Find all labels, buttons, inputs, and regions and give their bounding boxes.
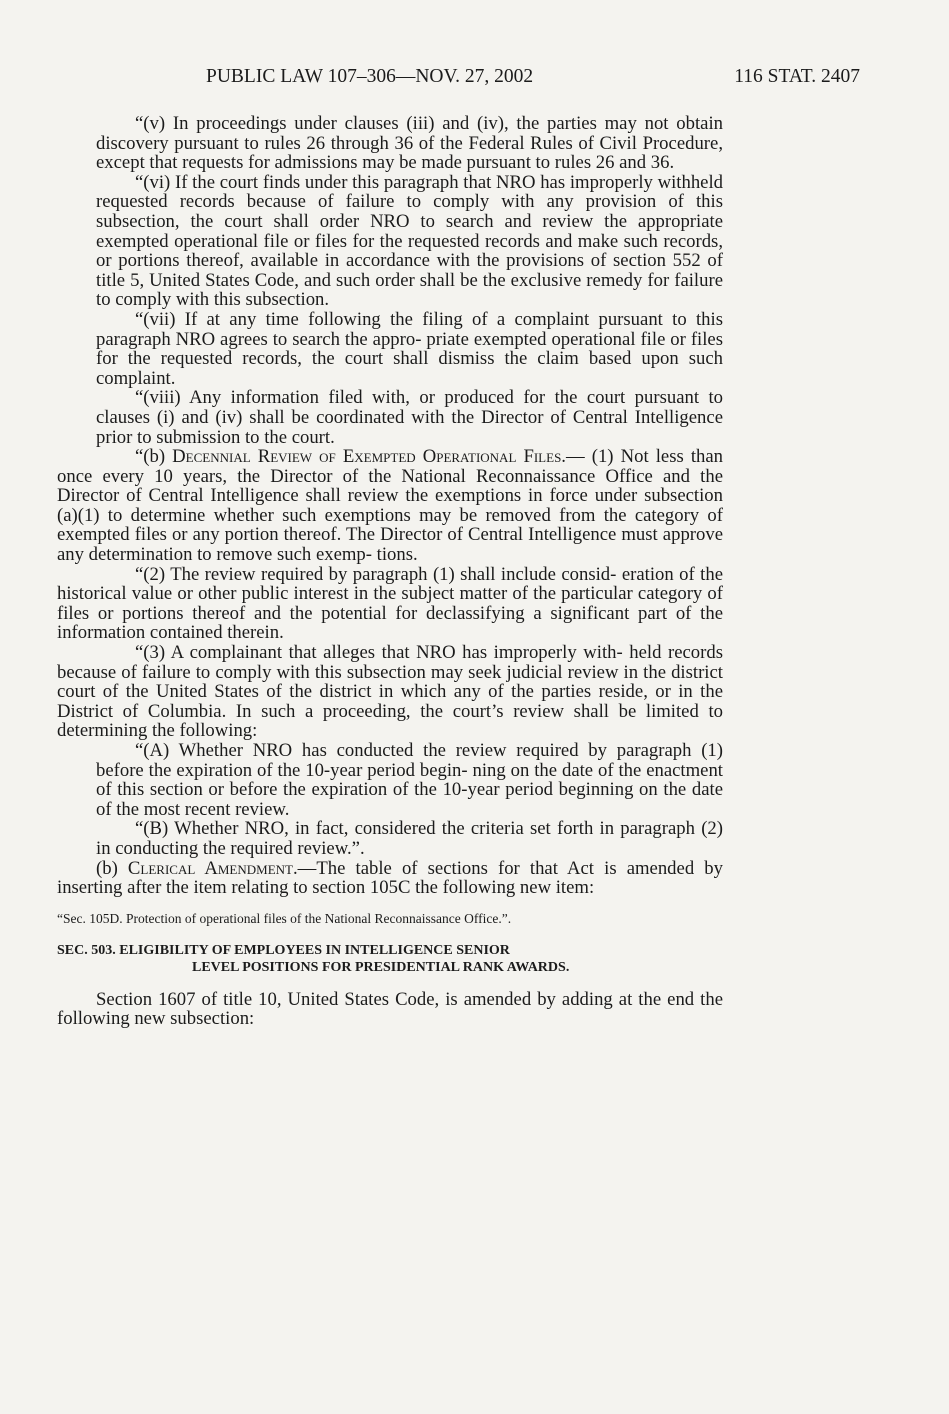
clause-v: “(v) In proceedings under clauses (iii) and (iv), the parties may not obtain discovery pursuant to rules 26 through 36 of the Federal Rules of Civil Procedure, except that requests for admissions may be made pursuant to rules 26 and 36. (96, 113, 723, 174)
clerical-amendment (57, 859, 723, 898)
page-header (0, 66, 949, 92)
document-body (57, 113, 723, 1030)
section-503-body: Section 1607 of title 10, United States Code, is amended by adding at the end the following new subsection: (57, 988, 723, 1030)
subsection-b-heading: Decennial Review of Exempted Operational Files. (172, 446, 566, 468)
clerical-text: —The table of sections for that Act is amended by inserting after the item relating to section 105C the following new item: (57, 857, 723, 899)
subsection-b-decennial-review (57, 447, 723, 565)
item-A: “(A) Whether NRO has conducted the review required by paragraph (1) before the expiration of the 10-year period begin- ning on the date of the enactment of this section or before the expiration of the 10-year period beginning on the date of the most recent review. (96, 740, 723, 820)
paragraph-2: “(2) The review required by paragraph (1) shall include consid- eration of the historical value or other public interest in the subject matter of the particular category of files or portions thereof and the potential for declassifying a significant part of the information contained therein. (57, 563, 723, 644)
clerical-heading: Clerical Amendment. (127, 857, 298, 879)
clerical-lead: (b) (96, 857, 128, 879)
header-title: PUBLIC LAW 107–306—NOV. 27, 2002 (206, 66, 534, 87)
section-503-heading (57, 942, 723, 976)
item-B: “(B) Whether NRO, in fact, considered the criteria set forth in paragraph (2) in conducting the required review.”. (96, 818, 723, 859)
header-stat-page: 116 STAT. 2407 (734, 66, 860, 87)
section-heading-line-2: LEVEL POSITIONS FOR PRESIDENTIAL RANK AWARDS. (192, 959, 570, 975)
subsection-b-lead: “(b) (135, 446, 173, 468)
clause-viii: “(viii) Any information filed with, or produced for the court pursuant to clauses (i) and (iv) shall be coordinated with the Director of Central Intelligence prior to submission to the court. (96, 387, 723, 448)
toc-new-item: “Sec. 105D. Protection of operational files of the National Reconnaissance Office.”. (57, 910, 512, 926)
section-heading-line-1: SEC. 503. ELIGIBILITY OF EMPLOYEES IN INTELLIGENCE SENIOR (57, 942, 510, 958)
clause-vii: “(vii) If at any time following the filing of a complaint pursuant to this paragraph NRO agrees to search the appro- priate exempted operational file or files for the requested records, the court shall dismiss the claim based upon such complaint. (96, 308, 723, 389)
clause-vi: “(vi) If the court finds under this paragraph that NRO has improperly withheld requested records because of failure to comply with any provision of this subsection, the court shall order NRO to search and review the appropriate exempted operational file or files for the requested records and make such records, or portions thereof, available in accordance with the provisions of section 552 of title 5, United States Code, and such order shall be the exclusive remedy for failure to comply with this subsection. (96, 171, 723, 311)
subsection-b-text: — (1) Not less than once every 10 years, the Director of the National Reconnaissance Office and the Director of Central Intelligence shall review the exemptions in force under subsection (a)(1) to determine whether such exemptions may be removed from the category of exempted files or any portion thereof. The Director of Central Intelligence must approve any determination to remove such exemp- tions. (57, 446, 723, 566)
paragraph-3: “(3) A complainant that alleges that NRO has improperly with- held records because of failure to comply with this subsection may seek judicial review in the district court of the United States of the district in which any of the parties reside, or in the District of Columbia. In such a proceeding, the court’s review shall be limited to determining the following: (57, 642, 723, 742)
